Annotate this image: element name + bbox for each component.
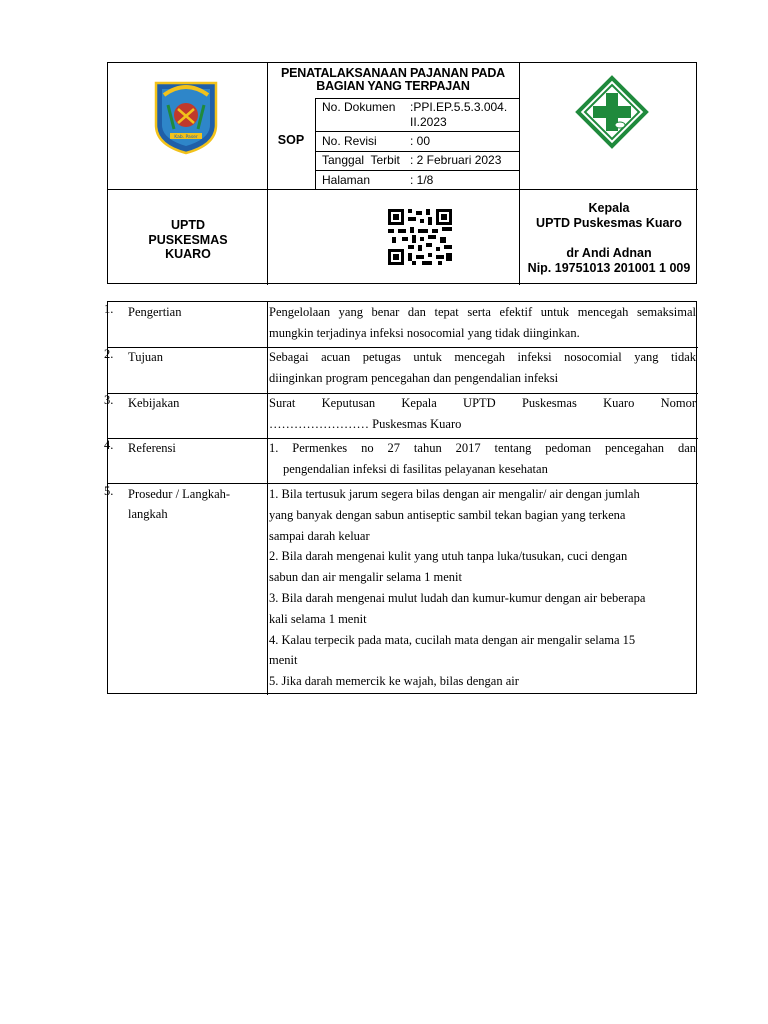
text-line: Pengelolaan yang benar dan tepat serta efektif untuk mencegah semaksimal — [269, 305, 696, 319]
issue-date-value: : 2 Februari 2023 — [410, 153, 502, 167]
section-label: Tujuan — [128, 350, 163, 364]
section-text-definition — [269, 302, 696, 344]
head-title: Kepala — [588, 201, 630, 215]
organization-name — [108, 218, 268, 262]
section-label — [128, 484, 266, 524]
head-name: dr Andi Adnan — [566, 246, 652, 260]
head-org: UPTD Puskesmas Kuaro — [536, 216, 682, 230]
sop-content-table — [104, 301, 697, 694]
section-label: Referensi — [128, 441, 176, 455]
doc-number-value: :PPI.EP.5.5.3.004. — [410, 100, 508, 114]
org-line: KUARO — [165, 247, 211, 261]
emblem-banner-text: Kab. Paser — [174, 135, 198, 140]
divider — [267, 302, 268, 695]
regency-emblem-logo — [150, 75, 222, 155]
issue-date-label: Tanggal Terbit — [322, 153, 400, 167]
text-line: 1. Permenkes no 27 tahun 2017 tentang pedoman pencegahan dan — [269, 441, 696, 455]
page-label: Halaman — [322, 173, 371, 187]
text-line: menit — [269, 653, 298, 668]
text-line: kali selama 1 menit — [269, 611, 367, 626]
text-line: 5. Jika darah memercik ke wajah, bilas dengan air — [269, 674, 519, 689]
head-nip: Nip. 19751013 201001 1 009 — [527, 261, 691, 275]
divider — [315, 151, 519, 152]
org-line: UPTD — [170, 218, 206, 232]
sop-header-table — [107, 62, 697, 284]
doc-number-label: No. Dokumen — [322, 100, 396, 114]
section-text-reference — [269, 438, 696, 480]
divider — [315, 131, 519, 132]
section-text-policy — [269, 393, 696, 435]
title-line: BAGIAN YANG TERPAJAN — [316, 79, 470, 93]
page-value: : 1/8 — [410, 173, 434, 187]
revision-label: No. Revisi — [322, 134, 377, 148]
label-line: langkah — [128, 507, 168, 521]
revision-value: : 00 — [410, 134, 431, 148]
section-number: 1. — [104, 302, 114, 316]
text-line: 3. Bila darah mengenai mulut ludah dan kumur-kumur dengan air beberapa — [269, 590, 646, 605]
section-text-purpose — [269, 347, 696, 389]
head-signature-block — [520, 201, 698, 276]
text-line: …………………… Puskesmas Kuaro — [269, 417, 462, 431]
text-line: sampai darah keluar — [269, 528, 370, 543]
section-label: Pengertian — [128, 305, 182, 319]
puskesmas-logo — [575, 75, 649, 149]
text-line: 2. Bila darah mengenai kulit yang utuh tanpa luka/tusukan, cuci dengan — [269, 549, 628, 564]
divider — [315, 170, 519, 171]
section-text-procedure — [269, 484, 696, 692]
text-line: Sebagai acuan petugas untuk mencegah infeksi nosocomial yang tidak — [269, 350, 696, 364]
section-number: 5. — [104, 484, 114, 498]
divider — [108, 189, 698, 190]
text-line: pengendalian infeksi di fasilitas pelayanan kesehatan — [283, 462, 548, 476]
doc-number-value-line2: II.2023 — [410, 115, 447, 129]
section-number: 3. — [104, 393, 114, 407]
title-line: PENATALAKSANAAN PAJANAN PADA — [280, 66, 506, 80]
text-line: 1. Bila tertusuk jarum segera bilas dengan air mengalir/ air dengan jumlah — [269, 487, 640, 501]
text-line: Surat Keputusan Kepala UPTD Puskesmas Kuaro Nomor — [269, 396, 696, 410]
section-number: 4. — [104, 438, 114, 452]
qr-code — [388, 209, 452, 265]
divider — [315, 98, 519, 99]
org-line: PUSKESMAS — [148, 232, 228, 247]
text-line: diinginkan program pencegahan dan pengendalian infeksi — [269, 371, 559, 385]
section-number: 2. — [104, 347, 114, 361]
text-line: yang banyak dengan sabun antiseptic sambil tekan bagian yang terkena — [269, 507, 626, 522]
document-title — [268, 67, 518, 93]
text-line: sabun dan air mengalir selama 1 menit — [269, 570, 462, 585]
sop-label: SOP — [277, 133, 305, 147]
text-line: mungkin terjadinya infeksi nosocomial yang tidak diinginkan. — [269, 326, 580, 340]
section-label: Kebijakan — [128, 396, 180, 410]
label-line: Prosedur / Langkah- — [128, 487, 231, 501]
divider — [315, 98, 316, 189]
text-line: 4. Kalau terpecik pada mata, cucilah mata dengan air mengalir selama 15 — [269, 632, 636, 647]
